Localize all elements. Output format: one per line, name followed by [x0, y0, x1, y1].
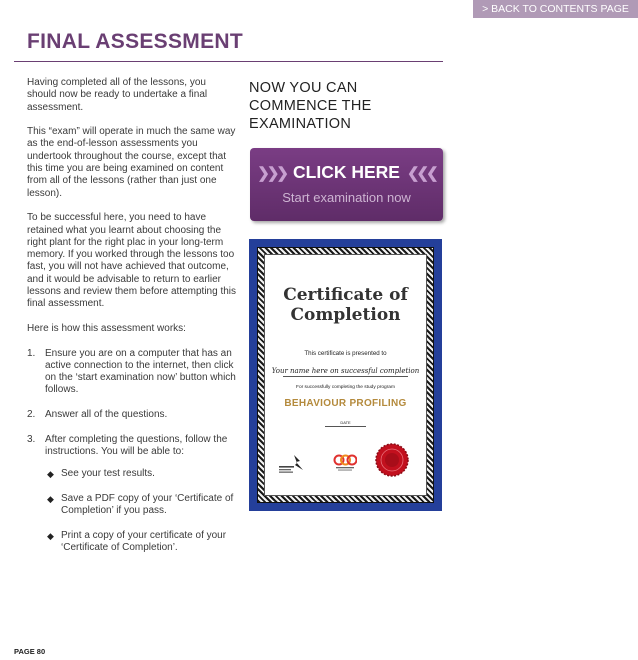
step-number: 2. [27, 409, 36, 421]
outcomes-list [45, 468, 237, 554]
step-number: 1. [27, 347, 36, 359]
diamond-bullet-icon: ◆ [47, 493, 54, 504]
outcome-text: Print a copy of your certificate of your ‘Certificate of Completion’. [61, 529, 227, 553]
acs-distance-education-logo-icon [277, 453, 307, 475]
click-here-row [250, 162, 443, 183]
assessment-instructions [27, 77, 237, 567]
steps-list [27, 348, 237, 555]
chevron-left-icon: ❮❮❮ [406, 164, 436, 182]
page-number: PAGE 80 [14, 647, 46, 656]
acp-logo-icon [333, 451, 357, 473]
step-item [27, 434, 237, 555]
step-number: 3. [27, 433, 36, 445]
certificate-title [265, 285, 426, 325]
step-item [27, 409, 237, 421]
step-text: After completing the questions, follow the instructions. You will be able to: [45, 433, 228, 457]
certificate-date-line [325, 426, 366, 427]
certificate-ornate-border [257, 247, 434, 503]
back-to-contents-button[interactable]: > BACK TO CONTENTS PAGE [473, 0, 638, 18]
start-exam-sublabel: Start examination now [282, 190, 411, 205]
certificate-name-line [283, 376, 408, 377]
certificate-program-name: BEHAVIOUR PROFILING [284, 398, 407, 409]
certificate-name-placeholder: Your name here on successful completion [271, 367, 420, 375]
intro-paragraph: Having completed all of the lessons, you should now be ready to undertake a final assessment. [27, 77, 208, 113]
chevron-right-icon: ❯❯❯ [257, 164, 287, 182]
commence-exam-heading: NOW YOU CAN COMMENCE THE EXAMINATION [249, 80, 372, 132]
click-here-label: CLICK HERE [293, 162, 400, 182]
certificate-date-label: DATE [340, 420, 351, 425]
how-it-works-heading: Here is how this assessment works: [27, 322, 186, 334]
certificate-for-success-text: For successfully completing the study program [296, 385, 395, 390]
certificate-title-line1: Certificate of [283, 285, 408, 305]
certificate-seal-icon [375, 443, 409, 477]
outcome-text: Save a PDF copy of your ‘Certificate of Completion’ if you pass. [61, 492, 234, 517]
certificate-title-line2: Completion [290, 305, 401, 325]
outcome-item [45, 530, 237, 555]
outcome-item [45, 493, 237, 518]
certificate-presented-text: This certificate is presented to [304, 350, 387, 357]
success-advice-paragraph: To be successful here, you need to have retained what you learnt about choosing the right plant for the right plac in your long-term memory. If you worked through the lessons too fast, you will not have achieved that outcome, and it would be advisable to return to earlier lessons and review them before attempting this final assessment. [27, 212, 236, 310]
step-text: Answer all of the questions. [45, 409, 168, 421]
certificate-body [264, 254, 427, 496]
page-title: FINAL ASSESSMENT [27, 30, 243, 53]
start-examination-button[interactable] [250, 148, 443, 221]
diamond-bullet-icon: ◆ [47, 469, 54, 480]
title-divider [14, 61, 443, 62]
step-item [27, 348, 237, 397]
diamond-bullet-icon: ◆ [47, 530, 54, 541]
exam-description-paragraph: This “exam” will operate in much the same way as the end-of-lesson assessments you undertook throughout the course, except that this time you are being examined on content from all of the lessons (rather than just one lesson). [27, 126, 236, 199]
certificate-preview [249, 239, 442, 511]
step-text: Ensure you are on a computer that has an active connection to the internet, then click on the ‘start examination now’ button which follows. [45, 347, 236, 396]
outcome-item [45, 468, 237, 480]
outcome-text: See your test results. [61, 468, 155, 480]
